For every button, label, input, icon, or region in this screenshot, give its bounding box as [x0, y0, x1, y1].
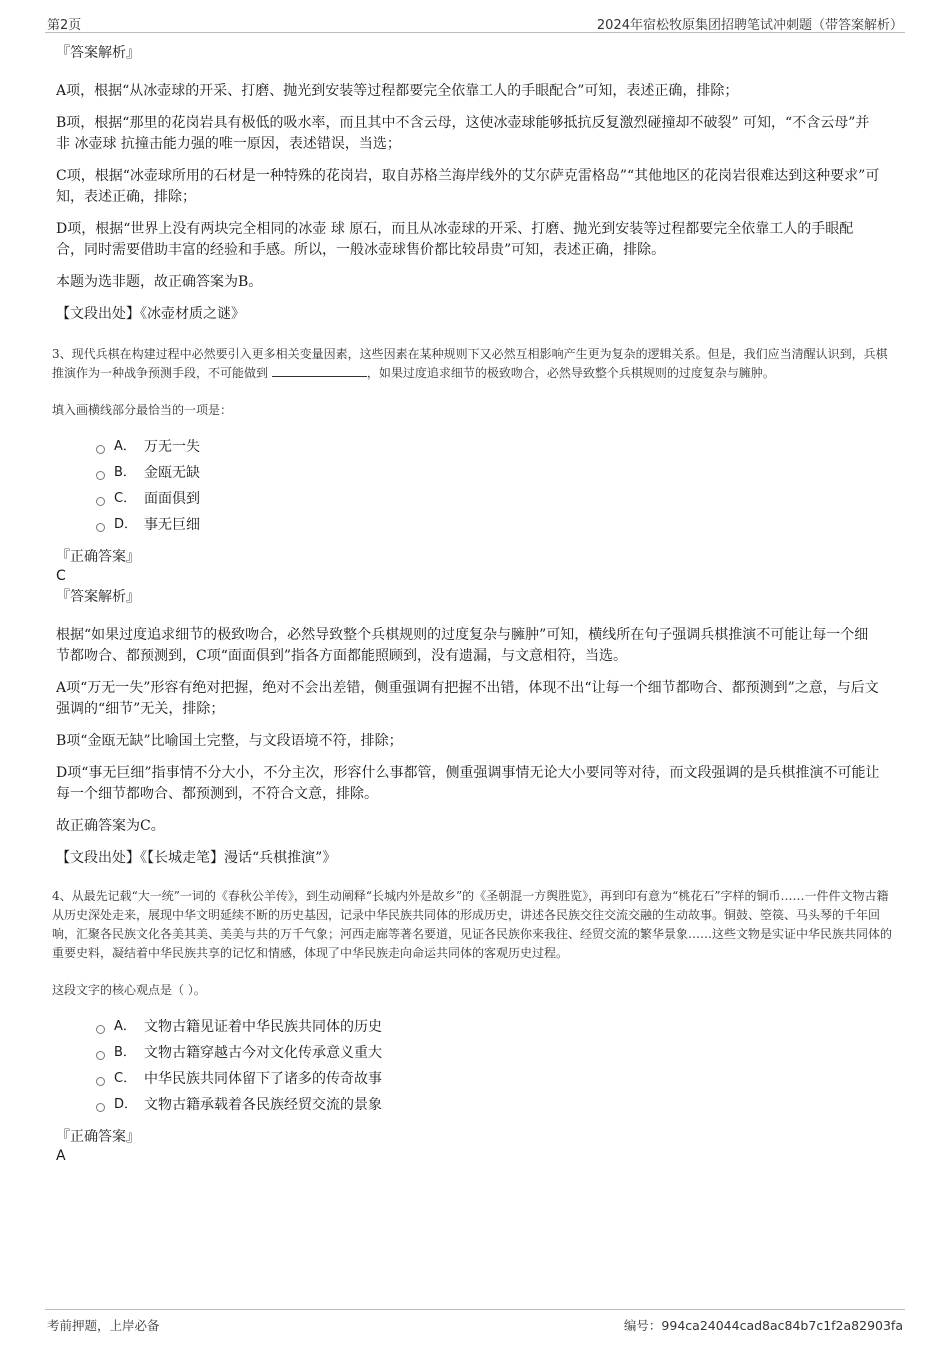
option-text: 文物古籍穿越古今对文化传承意义重大: [144, 1045, 382, 1061]
q3-analysis-para: D项“事无巨细”指事情不分大小，不分主次，形容什么事都管，侧重强调事情无论大小要同等对待，而文段强调的是兵棋推演不可能让每一个细节都吻合、都预测到，不符合文意，排除。: [56, 765, 880, 802]
option-text: 万无一失: [144, 439, 200, 455]
q4-option-c[interactable]: [96, 1066, 896, 1092]
q3-stem: [52, 345, 896, 383]
page-content: [52, 44, 896, 1168]
q3-analysis-para: 根据“如果过度追求细节的极致吻合，必然导致整个兵棋规则的过度复杂与臃肿”可知，横线所在句子强调兵棋推演不可能让每一个细节都吻合、都预测到，C项“面面俱到”指各方面都能照顾到，没有遗漏，与文意相符，当选。: [56, 627, 869, 664]
q3-stem-after: ，如果过度追求细节的极致吻合，必然导致整个兵棋规则的过度复杂与臃肿。: [366, 366, 775, 380]
q3-answer-label: 『正确答案』: [56, 549, 140, 565]
question-3: [52, 345, 896, 869]
option-text: 中华民族共同体留下了诸多的传奇故事: [144, 1071, 382, 1087]
radio-icon[interactable]: [96, 1025, 105, 1034]
option-letter: A．: [114, 1019, 136, 1034]
option-letter: C．: [114, 1071, 137, 1086]
q3-blank: [272, 364, 367, 377]
radio-icon[interactable]: [96, 1077, 105, 1086]
q2-analysis-para: C项，根据“冰壶球所用的石材是一种特殊的花岗岩，取自苏格兰海岸线外的艾尔萨克雷格岛”“其他地区的花岗岩很难达到这种要求”可知，表述正确，排除；: [56, 168, 880, 205]
radio-icon[interactable]: [96, 497, 105, 506]
q2-analysis-section: [56, 44, 896, 325]
page-number: 第2页: [47, 18, 82, 33]
document-id: 编号：994ca24044cad8ac84b7c1f2a82903fa: [623, 1318, 903, 1333]
option-letter: D．: [114, 517, 138, 532]
option-text: 事无巨细: [144, 517, 200, 533]
radio-icon[interactable]: [96, 445, 105, 454]
option-text: 金瓯无缺: [144, 465, 200, 481]
q3-answer: C: [56, 568, 66, 584]
q2-analysis-label: 『答案解析』: [56, 45, 140, 61]
q4-stem: 4、从最先记载“大一统”一词的《春秋公羊传》，到生动阐释“长城内外是故乡”的《圣朝混一方舆胜览》，再到印有意为“桃花石”字样的铜币……一件件文物古籍从历史深处走来，展现中华文明延续不断的历史基因，记录中华民族共同体的形成历史，讲述各民族交往交流交融的生动故事。铜鼓、箜篌、马头琴的千年回响，汇聚各民族文化各美其美、美美与共的万千气象；河西走廊等著名要道，见证各民族你来我往、经贸交流的繁华景象……这些文物是实证中华民族共同体的重要史料，凝结着中华民族共享的记忆和情感，体现了中华民族走向命运共同体的客观历史过程。: [52, 889, 893, 960]
q3-option-a[interactable]: [96, 434, 896, 460]
q2-analysis-conclusion: 本题为选非题，故正确答案为B。: [56, 274, 263, 290]
q2-analysis-para: D项，根据“世界上没有两块完全相同的冰壶 球 原石，而且从冰壶球的开采、打磨、抛光到安装等过程都要完全依靠工人的手眼配合，同时需要借助丰富的经验和手感。所以，一般冰壶球售价都比较昂贵”可知，表述正确，排除。: [56, 221, 854, 258]
q3-analysis-conclusion: 故正确答案为C。: [56, 818, 165, 834]
option-letter: B．: [114, 1045, 136, 1060]
q4-option-a[interactable]: [96, 1014, 896, 1040]
q3-source: 【文段出处】《【长城走笔】漫话“兵棋推演”》: [56, 850, 337, 866]
q3-instruction: 填入画横线部分最恰当的一项是：: [52, 403, 233, 417]
option-text: 面面俱到: [144, 491, 200, 507]
q2-analysis-para: B项，根据“那里的花岗岩具有极低的吸水率，而且其中不含云母，这使冰壶球能够抵抗反复激烈碰撞却不破裂” 可知，“不含云母”并非 冰壶球 抗撞击能力强的唯一原因，表述错误，当选；: [56, 115, 870, 152]
q4-answer-label: 『正确答案』: [56, 1129, 140, 1145]
q3-options: [96, 434, 896, 538]
q3-analysis-label: 『答案解析』: [56, 589, 140, 605]
radio-icon[interactable]: [96, 523, 105, 532]
q3-option-c[interactable]: [96, 486, 896, 512]
q3-analysis-para: B项“金瓯无缺”比喻国土完整，与文段语境不符，排除；: [56, 733, 403, 749]
q4-option-d[interactable]: [96, 1092, 896, 1118]
page-footer: [45, 1309, 905, 1338]
option-letter: C．: [114, 491, 137, 506]
q3-stem-before: 3、现代兵棋在构建过程中必然要引入更多相关变量因素，这些因素在某种规则下又必然互相影响产生更为复杂的逻辑关系。但是，我们应当清醒认识到，兵棋推演作为一种战争预测手段，不可能做到: [52, 347, 888, 380]
option-letter: D．: [114, 1097, 138, 1112]
q3-option-d[interactable]: [96, 512, 896, 538]
option-letter: B．: [114, 465, 136, 480]
q3-analysis-para: A项“万无一失”形容有绝对把握，绝对不会出差错，侧重强调有把握不出错，体现不出“让每一个细节都吻合、都预测到”之意，与后文强调的“细节”无关，排除；: [56, 680, 879, 717]
q2-analysis-para: A项，根据“从冰壶球的开采、打磨、抛光到安装等过程都要完全依靠工人的手眼配合”可知，表述正确，排除；: [56, 83, 739, 99]
option-text: 文物古籍见证着中华民族共同体的历史: [144, 1019, 382, 1035]
page-header: [45, 10, 905, 33]
q4-options: [96, 1014, 896, 1118]
option-text: 文物古籍承载着各民族经贸交流的景象: [144, 1097, 382, 1113]
radio-icon[interactable]: [96, 1103, 105, 1112]
radio-icon[interactable]: [96, 1051, 105, 1060]
radio-icon[interactable]: [96, 471, 105, 480]
q3-option-b[interactable]: [96, 460, 896, 486]
q4-answer: A: [56, 1148, 66, 1164]
question-4: [52, 887, 896, 1166]
q4-option-b[interactable]: [96, 1040, 896, 1066]
q4-instruction: 这段文字的核心观点是（ ）。: [52, 983, 206, 997]
q2-source: 【文段出处】《冰壶材质之谜》: [56, 306, 245, 322]
document-title: 2024年宿松牧原集团招聘笔试冲刺题（带答案解析）: [596, 18, 903, 33]
footer-slogan: 考前押题，上岸必备: [47, 1318, 160, 1333]
option-letter: A．: [114, 439, 136, 454]
